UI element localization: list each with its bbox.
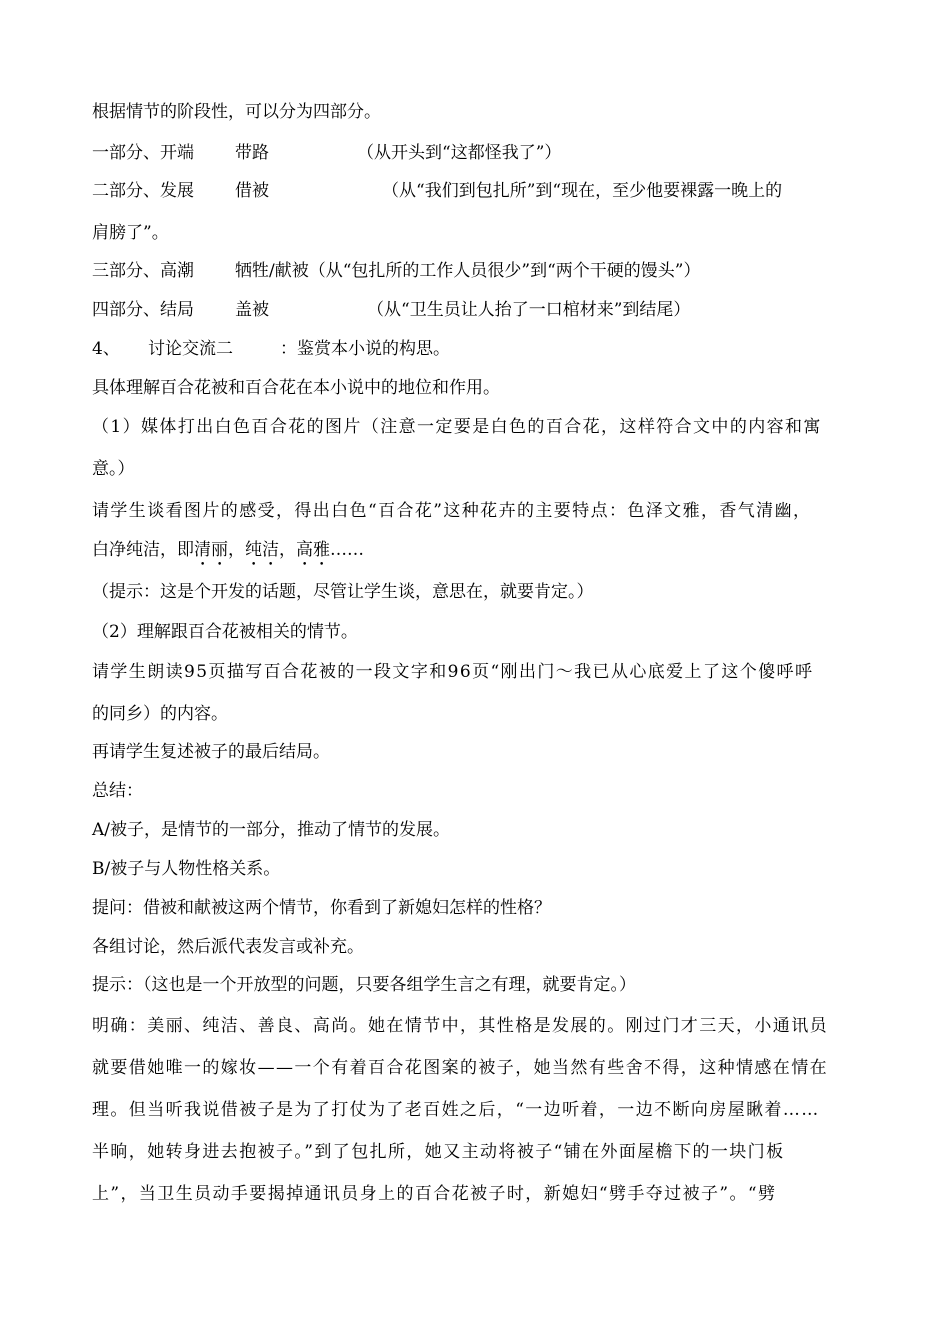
text-line-17: 请学生朗读95页描写百合花被的一段文字和96页“刚出门～我已从心底爱上了这个傻呼呼: [92, 662, 814, 682]
part-2-range: （从“我们到包扎所”到“现在，至少他要裸露一晚上的: [382, 181, 783, 201]
text-line-12: 意。）: [92, 459, 135, 479]
text-14-e: ，: [279, 540, 296, 560]
text-line-14: [92, 539, 364, 570]
emphasis-chunjie: 纯洁: [245, 540, 279, 560]
part-2-label: 借被: [235, 181, 269, 201]
part-1-label: 带路: [235, 143, 269, 163]
part-1-line: [92, 142, 872, 164]
part-4-name: 四部分、结局: [92, 300, 194, 320]
part-2-line: [92, 180, 872, 202]
text-line-21: A/被子，是情节的一部分，推动了情节的发展。: [92, 820, 451, 840]
part-1-range: （从开头到“这都怪我了”）: [357, 143, 562, 163]
part-1-name: 一部分、开端: [92, 143, 194, 163]
emphasis-gaoya: 高雅: [296, 540, 330, 560]
intro-line: 根据情节的阶段性，可以分为四部分。: [92, 102, 381, 122]
text-line-13: 请学生谈看图片的感受，得出白色“百合花”这种花卉的主要特点：色泽文雅，香气清幽，: [92, 501, 812, 521]
text-line-19: 再请学生复述被子的最后结局。: [92, 742, 330, 762]
text-14-a: 白净纯洁，即: [92, 540, 194, 560]
text-line-16: （2）理解跟百合花被相关的情节。: [92, 622, 358, 642]
text-line-29: 半晌，她转身进去抱被子。”到了包扎所，她又主动将被子“铺在外面屋檐下的一块门板: [92, 1142, 785, 1162]
part-4-range: （从“卫生员让人抬了一口棺材来”到结尾）: [367, 300, 691, 320]
part-4-label: 盖被: [235, 300, 269, 320]
text-line-15: （提示：这是个开发的话题，尽管让学生谈，意思在，就要肯定。）: [92, 582, 594, 602]
text-line-28: 理。但当听我说借被子是为了打仗为了老百姓之后，“一边听着，一边不断向房屋瞅着……: [92, 1100, 820, 1120]
text-line-30: 上”，当卫生员动手要揭掉通讯员身上的百合花被子时，新媳妇“劈手夺过被子”。“劈: [92, 1184, 777, 1204]
part-3-line: [92, 260, 872, 282]
part-4-line: [92, 299, 872, 321]
text-line-24: 各组讨论，然后派代表发言或补充。: [92, 937, 364, 957]
discussion-subtitle: ：鉴赏本小说的构思。: [280, 339, 450, 359]
text-line-25: 提示：（这也是一个开放型的问题，只要各组学生言之有理，就要肯定。）: [92, 975, 636, 995]
discussion-title: 讨论交流二: [148, 339, 233, 359]
text-line-22: B/被子与人物性格关系。: [92, 859, 281, 879]
part-2-continuation: 肩膀了”。: [92, 223, 169, 243]
text-line-20: 总结：: [92, 781, 143, 801]
part-3-label: 牺牲/献被（从“包扎所的工作人员很少”到“两个干硬的馒头”）: [235, 261, 701, 281]
text-line-23: 提问：借被和献被这两个情节，你看到了新媳妇怎样的性格？: [92, 898, 551, 918]
text-14-g: ……: [330, 540, 364, 560]
text-line-18: 的同乡）的内容。: [92, 704, 228, 724]
part-3-name: 三部分、高潮: [92, 261, 194, 281]
text-line-27: 就要借她唯一的嫁妆——一个有着百合花图案的被子，她当然有些舍不得，这种情感在情在: [92, 1058, 828, 1078]
discussion-heading: [92, 338, 872, 360]
text-14-c: ，: [228, 540, 245, 560]
discussion-number: 4、: [92, 339, 120, 359]
part-2-name: 二部分、发展: [92, 181, 194, 201]
emphasis-qingli: 清丽: [194, 540, 228, 560]
text-line-11: （1）媒体打出白色百合花的图片（注意一定要是白色的百合花，这样符合文中的内容和寓: [92, 417, 822, 437]
text-line-26: 明确：美丽、纯洁、善良、高尚。她在情节中，其性格是发展的。刚过门才三天，小通讯员: [92, 1016, 828, 1036]
text-line-10: 具体理解百合花被和百合花在本小说中的地位和作用。: [92, 378, 500, 398]
